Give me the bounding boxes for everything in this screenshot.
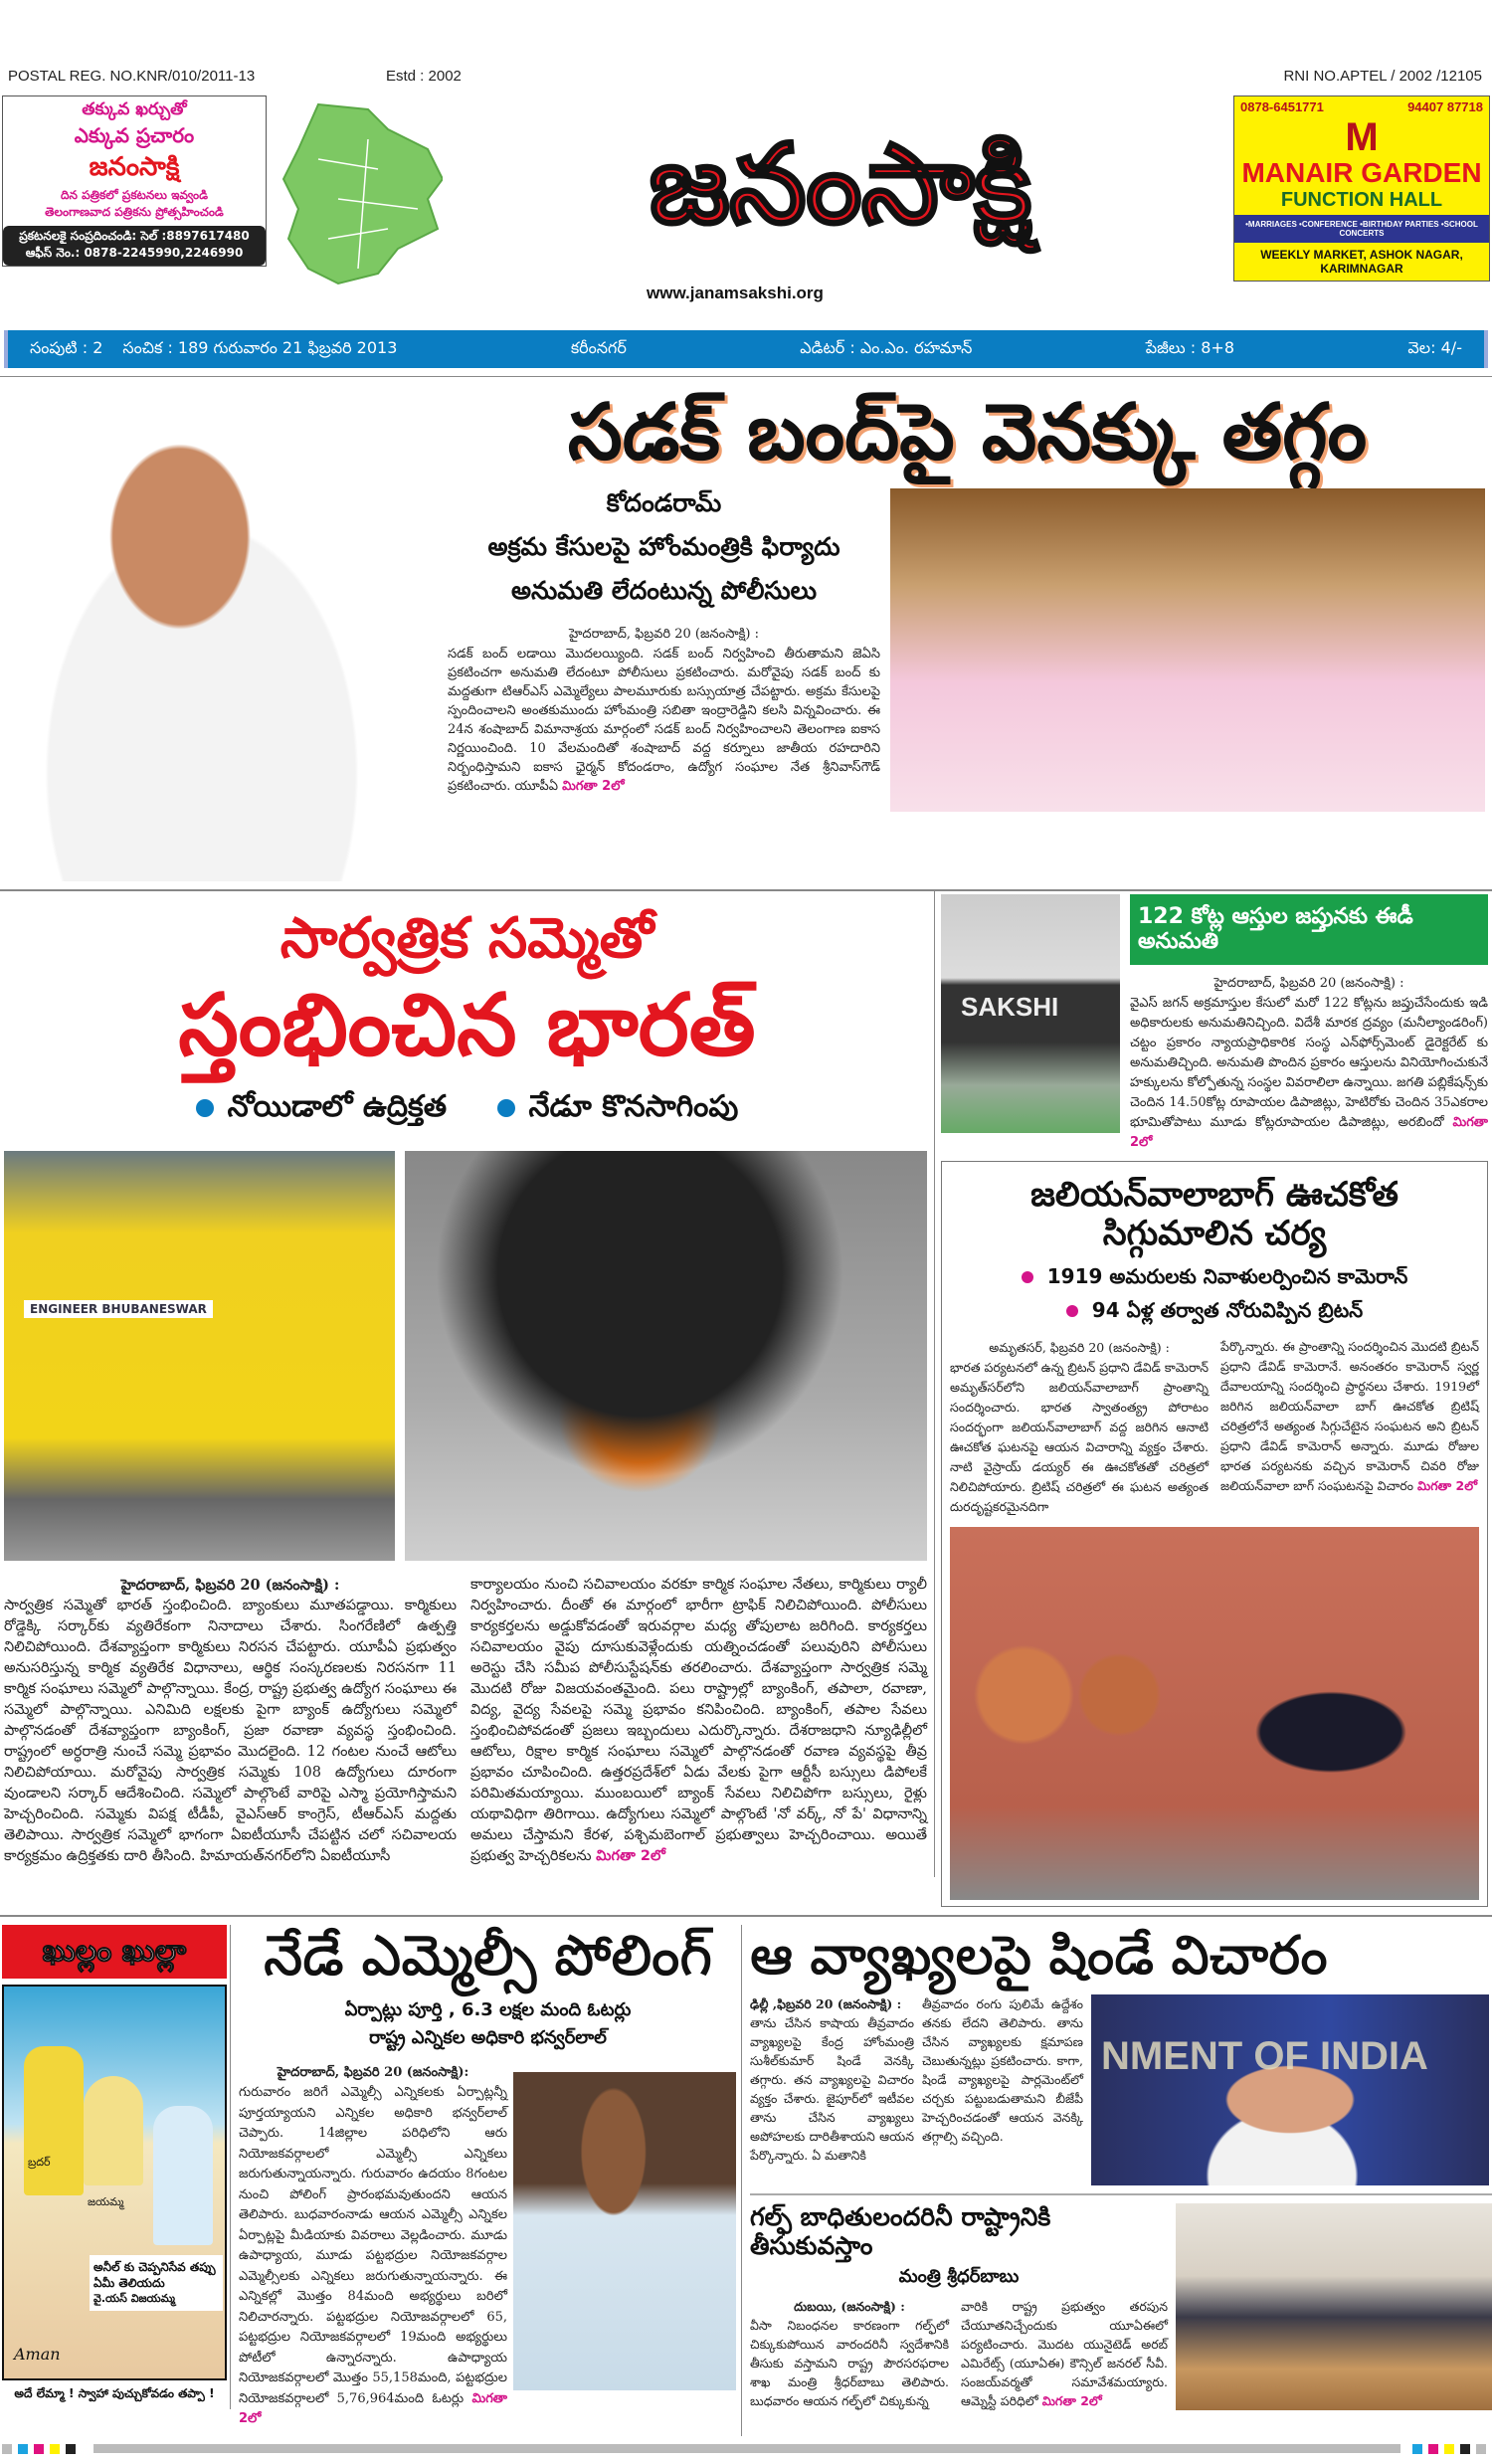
city: కరీంనగర్ — [570, 337, 627, 357]
bullet-icon — [196, 1099, 214, 1117]
lead-kicker: కోదండరామ్ — [606, 487, 722, 517]
bullet-icon — [1022, 1271, 1033, 1283]
left-advertisement[interactable] — [2, 95, 267, 267]
mlc-body: గురువారం జరిగే ఎమ్మెల్సీ ఎన్నికలకు ఏర్పాట్లన్నీ పూర్తయ్యాయని ఎన్నికల అధికారి భన్వర్‌లాల్ చెప్పారు. 14జిల్లాల పరిధిలోని ఆరు నియోజకవర్గాలలో ఎమ్మెల్సీ ఎన్నికలు జరుగుతున్నాయన్నారు. గురువారం ఉదయం 8గంటల నుంచి పోలింగ్ ప్రారంభమవుతుందని ఆయన తెలిపారు. బుధవారంనాడు ఆయన ఎమ్మెల్సీ ఎన్నికల ఏర్పాట్లపై మీడియాకు వివరాలు వెల్లడించారు. మూడు ఉపాధ్యాయ, మూడు పట్టభద్రుల నియోజకవర్గాల ఎమ్మెల్సీలకు ఎన్నికలు జరుగుతున్నాయన్నారు. ఈ ఎన్నికల్లో మొత్తం 84మంది అభ్యర్థులు బరిలో నిలిచారన్నారు. పట్టభద్రుల నియోజవర్గాలలో 65, పట్టభద్రుల నియోజకవర్గాలలో 19మంది అభ్యర్థులు పోటీలో ఉన్నారన్నారు. ఉపాధ్యాయ నియోజకవర్గాలలో మొత్తం 55,158మంది, పట్టభద్రుల నియోజకవర్గాలలో 5,76,964మంది ఓటర్లు — [239, 2085, 507, 2406]
bullet-icon — [497, 1099, 515, 1117]
manair-m-logo-icon: M — [1345, 115, 1379, 159]
ad-subtitle: FUNCTION HALL — [1280, 189, 1443, 211]
ed-body: వైఎస్ జగన్ అక్రమాస్తుల కేసులో మరో 122 కోట్లను జప్తుచేసేందుకు ఇడి అధికారులకు అనుమతినిచ్చింది. విదేశీ మారక ద్రవ్యం (మనీల్యాండరింగ్) చట్టం ప్రకారం న్యాయప్రాధికారిక సంస్థ ఎన్‌ఫోర్స్‌మెంట్ డైరెక్టరేట్ కు అనుమతిచ్చింది. అనుమతి పొందిన ప్రకారం ఆస్తులను వినియోగించుకునే హక్కులను కోల్పోతున్న సంస్థల వివరాలిలా ఉన్నాయి. జగతి పబ్లికేషన్స్‌కు చెందిన 14.50కోట్ల రూపాయల డిపాజిట్లు, హెటిరోకు చెందిన 35ఎకరాల భూమితోపాటు మూడు కోట్లరూపాయల డిపాజిట్లు, అరబిందో — [1130, 995, 1488, 1130]
gulf-headline[interactable]: గల్ఫ్ బాధితులందరినీ రాష్ట్రానికి తీసుకువస్తాం — [750, 2201, 1051, 2260]
ad-phone: 94407 87718 — [1407, 99, 1483, 114]
info-bar — [4, 330, 1488, 368]
strike-bullet: నోయిడాలో ఉద్రిక్తత — [227, 1089, 448, 1125]
price: వెల: 4/- — [1407, 337, 1462, 357]
strike-headline-main[interactable]: స్తంభించిన భారత్ — [178, 976, 756, 1076]
established: Estd : 2002 — [386, 68, 462, 85]
jallianwala-headline[interactable]: జలియన్‌వాలాబాగ్ ఊచకోత సిగ్గుమాలిన చర్య — [1030, 1174, 1399, 1253]
cartoon-caption: అదే లేమ్మా ! స్వాహా పుచ్చుకోవడం తప్పా ! — [14, 2386, 215, 2401]
lead-headline[interactable]: సడక్ బంద్‌పై వెనక్కు తగ్గం — [567, 388, 1368, 477]
bus-protest-photo — [4, 1151, 395, 1561]
lead-subhead: అక్రమ కేసులపై హోంమంత్రికి ఫిర్యాదు — [487, 531, 840, 561]
bhanwarlal-photo — [513, 2072, 736, 2390]
shinde-body: తాను చేసిన కాషాయ తీవ్రవాదం వ్యాఖ్యలపై కేంద్ర హోంమంత్రి సుశీల్‌కుమార్ షిండే వెనక్కి తగ్గారు. తన వ్యాఖ్యలపై విచారం వ్యక్తం చేశారు. జైపూర్‌లో ఇటీవల తాను చేసిన వ్యాఖ్యలు అపోహలకు దారితీశాయని ఆయన పేర్కొన్నారు. ఏ మతానికి — [750, 2014, 914, 2163]
jallianwala-bullet: 94 ఏళ్ల తర్వాత నోరువిప్పిన బ్రిటన్ — [1091, 1297, 1364, 1322]
gulf-meeting-photo — [1176, 2203, 1492, 2410]
ad-line: తెలంగాణవాద పత్రికను ప్రోత్సహించండి — [45, 205, 224, 219]
gulf-body: వీసా నిబంధనల కారణంగా గల్ఫ్‌లో చిక్కుకుపోయిన వారందరినీ స్వదేశానికి తీసుకు వస్తామని రాష్ట్ర పౌరసరఫరాల శాఖ మంత్రి శ్రీధర్‌బాబు తెలిపారు. బుధవారం ఆయన గల్ఫ్‌లో చిక్కుకున్న — [750, 2318, 949, 2409]
lead-body: సడక్ బంద్ లడాయి మొదలయ్యింది. సడక్ బంద్ నిర్వహించి తీరుతామని జెఏసి ప్రకటించగా అనుమతి లేదంటూ పోలీసులు ప్రకటించారు. మరోవైపు సడక్ బంద్ కు మద్దతుగా టిఆర్ఎస్ ఎమ్మెల్యేలు పాలమూరుకు బస్సుయాత్ర చేపట్టారు. అక్రమ కేసులపై స్పందించాలని అంతకుముందు హోంమంత్రి సబితా ఇంద్రారెడ్డిని కలసి విన్నవించారు. ఈ 24న శంషాబాద్ విమానాశ్రయ మార్గంలో సడక్ బంద్ నిర్వహించాలని తెలంగాణ ఐకాస నిర్ణయించింది. 10 వేలమందితో శంషాబాద్ వద్ద కర్నూలు జాతీయ రహదారిని నిర్బంధిస్తామని ఐకాస ఛైర్మన్ కోదండరాం, ఉద్యోగ సంఘాల నేత శ్రీనివాస్‌గౌడ్ ప్రకటించారు. యూపీఏ — [448, 646, 880, 794]
continued-link[interactable]: మిగతా 2లో — [239, 2390, 507, 2427]
kodandaram-photo — [5, 389, 443, 881]
ad-line: ఎక్కువ ప్రచారం — [74, 123, 195, 147]
pages: పేజీలు : 8+8 — [1145, 337, 1235, 357]
mlc-subhead: రాష్ట్ర ఎన్నికల అధికారి భన్వర్‌లాల్ — [369, 2027, 607, 2049]
ad-name: MANAIR GARDEN — [1241, 157, 1482, 188]
bullet-icon — [1066, 1305, 1078, 1317]
continued-link[interactable]: మిగతా 2లో — [596, 1848, 665, 1865]
dateline: హైదరాబాద్, ఫిబ్రవరి 20 (జనంసాక్షి) : — [569, 626, 759, 642]
continued-link[interactable]: మిగతా 2లో — [1130, 1114, 1488, 1150]
burning-cars-photo — [405, 1151, 927, 1561]
volume: సంపుటి : 2 — [30, 337, 103, 357]
telangana-map-icon — [279, 99, 443, 288]
cartoon-illustration — [2, 1985, 227, 2380]
strike-bullet: నేడూ కొనసాగింపు — [528, 1089, 739, 1125]
dateline: ఢిల్లీ ,ఫిబ్రవరి 20 (జనంసాక్షి) : — [750, 1995, 902, 2011]
ad-brand: జనంసాక్షి — [89, 152, 180, 182]
gulf-subhead: మంత్రి శ్రీధర్‌బాబు — [898, 2266, 1020, 2288]
ad-line: దిన పత్రికలో ప్రకటనలు ఇవ్వండి — [61, 188, 208, 202]
dateline: హైదరాబాద్, ఫిబ్రవరి 20 (జనంసాక్షి) : — [120, 1577, 340, 1595]
dateline: దుబయి, (జనంసాక్షి) : — [794, 2299, 905, 2315]
cartoon-figure — [84, 2076, 143, 2185]
lead-section — [0, 377, 1492, 889]
website[interactable]: www.janamsakshi.org — [647, 284, 824, 302]
strike-body: సార్వత్రిక సమ్మెతో భారత్ స్తంభించింది. బ్యాంకులు మూతపడ్డాయి. కార్మికులు రోడ్డెక్కి సర్కార్‌కు వ్యతిరేకంగా నినాదాలు చేశారు. సింగరేణిలో ఉత్పత్తి నిలిచిపోయింది. దేశవ్యాప్తంగా కార్మికులు నిరసన చేపట్టారు. యూపీఏ ప్రభుత్వం అనుసరిస్తున్న కార్మిక వ్యతిరేక విధానాలు, ఆర్థిక సంస్కరణలకు నిరసనగా 11 కార్మిక సంఘాలు సమ్మెలో పాల్గొన్నాయి. కేంద్ర, రాష్ట్ర ప్రభుత్వ ఉద్యోగ సంఘాలు ఈ సమ్మెలో పాల్గొన్నాయి. ఎనిమిది లక్షలకు పైగా బ్యాంక్ ఉద్యోగులు సమ్మెలో పాల్గొనడంతో దేశవ్యాప్తంగా బ్యాంకింగ్, ప్రజా రవాణా వ్యవస్థ స్తంభించింది. రాష్ట్రంలో అర్ధరాత్రి నుంచే సమ్మె ప్రభావం మొదలైంది. 12 గంటల నుంచే ఆటోలు నిలిచిపోయాయి. మరోవైపు సార్వత్రిక సమ్మెకు 108 ఉద్యోగులు దూరంగా వుండాలని సర్కార్ ఆదేశించింది. సమ్మెలో పాల్గొంటే వారిపై ఎస్మా ప్రయోగిస్తామని హెచ్చరించింది. సమ్మెకు విపక్ష టీడీపీ, వైఎస్ఆర్ కాంగ్రెస్, టీఆర్ఎస్ మద్దతు తెలిపాయి. సార్వత్రిక సమ్మెలో భాగంగా ఏఐటీయూసీ చేపట్టిన చలో సచివాలయ కార్యక్రమం ఉద్రిక్తతకు దారి తీసింది. హిమాయత్‌నగర్‌లోని ఏఐటీయూసీ — [4, 1598, 457, 1865]
gulf-body: వారికి రాష్ట్ర ప్రభుత్వం తరపున చేయూతనిచ్చేందుకు యూఏఈలో పర్యటించారు. మొదట యునైటెడ్ అరబ్ ఎమిరేట్స్ (యూఏఈ) కౌన్సిల్ జనరల్ సీవీ. సంజయ్‌వర్మతో సమావేశమయ్యారు. ఆమ్నెస్టీ పరిధిలో — [961, 2299, 1168, 2409]
strike-body: కార్యాలయం నుంచి సచివాలయం వరకూ కార్మిక సంఘాల నేతలు, కార్మికులు ర్యాలీ నిర్వహించారు. దీంతో ఈ మార్గంలో భారీగా ట్రాఫిక్ నిలిచిపోయింది. పోలీసులు కార్యకర్తలను అడ్డుకోవడంతో ఇరువర్గాల మధ్య తోపులాట జరిగింది. కార్యకర్తలు సచివాలయం వైపు దూసుకువెళ్లేందుకు యత్నించడంతో పలువురిని పోలీసులు అరెస్టు చేసి సమీప పోలీసుస్టేషన్‌కు తరలించారు. దేశవ్యాప్తంగా సార్వత్రిక సమ్మె మొదటి రోజు విజయవంతమైంది. పలు రాష్ట్రాల్లో బ్యాంకింగ్, తపాలా, రవాణా, విద్య, వైద్య సేవలపై సమ్మె ప్రభావం కనిపించింది. బ్యాంకింగ్, తపాల సేవలు స్తంభించిపోవడంతో ప్రజలు ఇబ్బందులు ఎదుర్కొన్నారు. దేశరాజధాని న్యూఢిల్లీలో ఆటోలు, రిక్షాల కార్మిక సంఘాలు సమ్మెలో పాల్గొనడంతో రవాణ వ్యవస్థపై తీవ్ర ప్రభావం చూపించింది. ఉత్తరప్రదేశ్‌లో ఏడు వేలకు పైగా ఆర్టీసీ బస్సులు డిపోలకే పరిమితమయ్యాయి. ముంబయిలో బ్యాంక్ సేవలు నిలిచిపోగా బస్సులు, రైళ్లు యథావిధిగా తిరిగాయి. ఉద్యోగులు సమ్మెలో పాల్గొంటే 'నో వర్క్, నో పే' విధానాన్ని అమలు చేస్తామని కేరళ, పశ్చిమబెంగాల్ ప్రభుత్వాలు హెచ్చరించాయి. అయితే ప్రభుత్వ హెచ్చరికలను — [470, 1577, 927, 1865]
continued-link[interactable]: మిగతా 2లో — [1041, 2393, 1102, 2409]
ad-contact: ఆఫీస్ నెం.: 0878-2245990,2246990 — [25, 246, 244, 260]
rni-number: RNI NO.APTEL / 2002 /12105 — [1283, 68, 1482, 85]
jallianwala-body: పేర్కొన్నారు. ఈ ప్రాంతాన్ని సందర్శించిన మొదటి బ్రిటన్ ప్రధాని డేవిడ్ కామెరానే. అనంతరం కామెరాన్ స్వర్ణ దేవాలయాన్ని సందర్శించి ప్రార్థనలు చేశారు. 1919లో జరిగిన జలియన్‌వాలా బాగ్ ఊచకోత బ్రిటిష్ చరిత్రలోనే అత్యంత సిగ్గుచేటైన సంఘటన అని బ్రిటన్ ప్రధాని డేవిడ్ కామెరాన్ అన్నారు. మూడు రోజుల భారత పర్యటనకు వచ్చిన కామెరాన్ చివరి రోజు జలియన్‌వాలా బాగ్ సంఘటనపై విచారం — [1220, 1338, 1479, 1493]
continued-link[interactable]: మిగతా 2లో — [562, 778, 625, 794]
jallianwala-bullet: 1919 అమరులకు నివాళులర్పించిన కామెరాన్ — [1046, 1263, 1408, 1288]
sakshi-building-photo — [941, 894, 1120, 1133]
trs-mlas-meeting-photo — [890, 488, 1485, 812]
shinde-photo — [1091, 1994, 1489, 2185]
ad-address: WEEKLY MARKET, ASHOK NAGAR, KARIMNAGAR — [1260, 248, 1463, 276]
cartoon-label: బ్రదర్ — [28, 2156, 51, 2170]
dateline: అమృతసర్, ఫిబ్రవరి 20 (జనంసాక్షి) : — [989, 1339, 1170, 1355]
ad-phone: 0878-6451771 — [1240, 99, 1324, 114]
print-registration-marks — [0, 2442, 1492, 2456]
shinde-headline[interactable]: ఆ వ్యాఖ్యలపై షిండే విచారం — [750, 1923, 1328, 1987]
mlc-subhead: ఏర్పాట్లు పూర్తి , 6.3 లక్షల మంది ఓటర్లు — [344, 1999, 632, 2021]
cartoon-speech: అనీల్ కు చెప్పనిసేవ తప్పు ఏమీ తెలియదు — [93, 2260, 216, 2291]
masthead — [0, 0, 1492, 326]
cartoon-figure — [153, 2106, 213, 2245]
bus-sign: ENGINEER BHUBANESWAR — [24, 1300, 213, 1318]
strike-headline-top: సార్వత్రిక సమ్మెతో — [280, 906, 654, 971]
ad-services: •MARRIAGES •CONFERENCE •BIRTHDAY PARTIES •SCHOOL CONCERTS — [1234, 215, 1489, 243]
cartoon-label: జయమ్మ — [88, 2195, 124, 2209]
photo-sign: SAKSHI — [961, 992, 1059, 1022]
cameron-memorial-photo — [950, 1527, 1479, 1900]
photo-backdrop-text: NMENT OF INDIA — [1101, 2033, 1428, 2078]
logo: జనంసాక్షి — [649, 120, 1032, 248]
right-advertisement[interactable] — [1233, 95, 1490, 282]
continued-link[interactable]: మిగతా 2లో — [1417, 1477, 1478, 1493]
editor: ఎడిటర్ : ఎం.ఎం. రహమాన్ — [800, 337, 973, 357]
cartoon-speaker: వై.యస్ విజయమ్మ — [93, 2292, 175, 2306]
postal-reg: POSTAL REG. NO.KNR/010/2011-13 — [8, 68, 256, 85]
middle-section — [0, 891, 1492, 1915]
cartoon-title: ఖుల్లం ఖుల్లా — [2, 1925, 227, 1980]
shinde-body: తీవ్రవాదం రంగు పులిమే ఉద్దేశం తనకు లేదని తెలిపారు. తాను చేసిన వ్యాఖ్యలకు క్షమాపణ చెబుతున్నట్లు ప్రకటించారు. కాగా, షిండే వ్యాఖ్యలపై పార్లమెంట్‌లో చర్చకు పట్టుబడుతామని బీజేపీ హెచ్చరించడంతో ఆయన వెనక్కి తగ్గాల్సి వచ్చింది. — [922, 1995, 1083, 2144]
lead-subhead: అనుమతి లేదంటున్న పోలీసులు — [511, 575, 817, 605]
ad-contact: ప్రకటనలకై సంప్రదించండి: సెల్ :8897617480 — [19, 229, 250, 243]
issue-date: సంచిక : 189 గురువారం 21 ఫిబ్రవరి 2013 — [122, 337, 398, 357]
mlc-headline[interactable]: నేడే ఎమ్మెల్సీ పోలింగ్ — [263, 1923, 712, 1989]
jallianwala-body: భారత పర్యటనలో ఉన్న బ్రిటన్ ప్రధాని డేవిడ్ కామెరాన్ అమృత్‌సర్‌లోని జలియన్‌వాలాబాగ్ ప్రాంతాన్ని సందర్శించారు. భారత స్వాతంత్య్ర పోరాటం సందర్భంగా జలియన్‌వాలాబాగ్ వద్ద జరిగిన ఆనాటి ఊచకోత ఘటనపై ఆయన విచారాన్ని వ్యక్తం చేశారు. నాటి వైస్రాయ్ డయ్యర్ ఈ ఊచకోతతో చరిత్రలో నిలిచిపోయారు. బ్రిటిష్ చరిత్రలో ఈ ఘటన అత్యంత దురదృష్టకరమైనదిగా — [950, 1359, 1209, 1514]
dateline: హైదరాబాద్, ఫిబ్రవరి 20 (జనంసాక్షి): — [277, 2065, 469, 2081]
dateline: హైదరాబాద్, ఫిబ్రవరి 20 (జనంసాక్షి) : — [1213, 975, 1404, 991]
ed-headline[interactable]: 122 కోట్ల ఆస్తుల జప్తునకు ఈడీ అనుమతి — [1130, 894, 1488, 965]
ad-line: తక్కువ ఖర్చుతో — [82, 99, 187, 119]
jallianwala-box — [941, 1161, 1488, 1907]
cartoonist-signature: Aman — [14, 2345, 61, 2365]
bottom-section — [0, 1917, 1492, 2436]
cartoon-figure — [24, 2046, 84, 2195]
